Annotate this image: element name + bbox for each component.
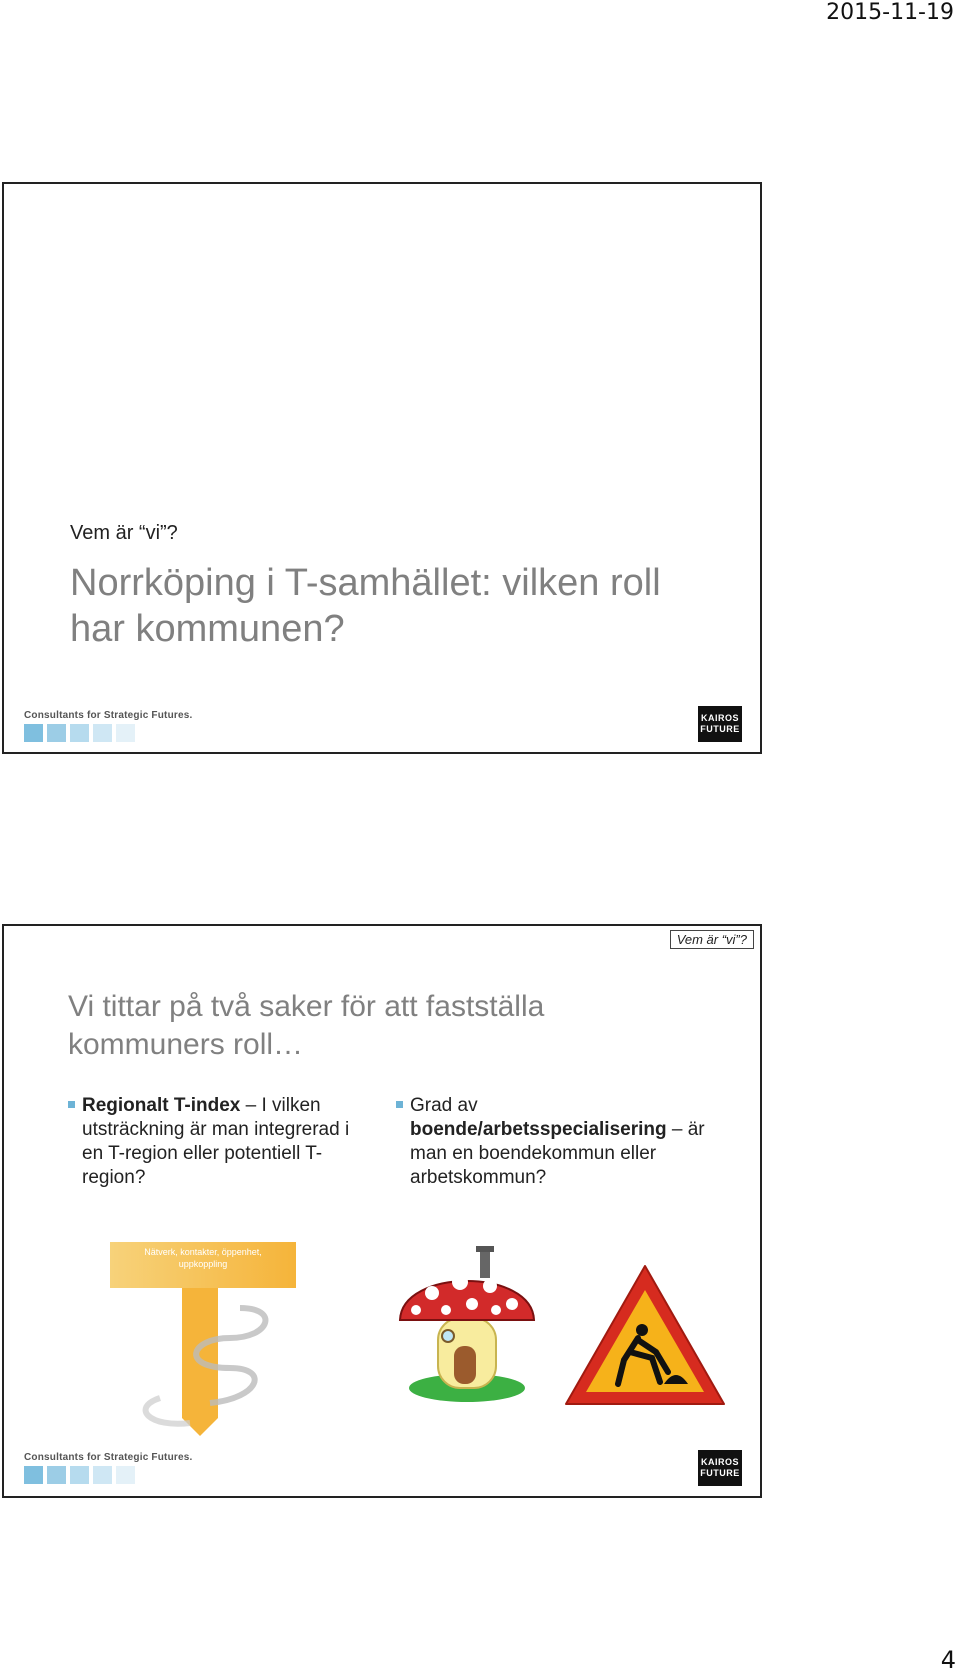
footer-square — [93, 724, 112, 742]
kairos-future-logo — [698, 706, 742, 742]
footer-tagline: Consultants for Strategic Futures. — [24, 710, 193, 721]
footer-square — [70, 724, 89, 742]
footer-square — [116, 1466, 135, 1484]
t-shape-illustration — [100, 1238, 300, 1438]
bullet-left-text: – I vilken utsträckning är man integrerad i en T-region eller potentiell T-region? — [82, 1095, 350, 1188]
footer-square — [70, 1466, 89, 1484]
footer-square — [116, 724, 135, 742]
footer-tagline: Consultants for Strategic Futures. — [24, 1452, 193, 1463]
bullet-right-lead: Grad av — [410, 1095, 478, 1116]
bullet-right-text: – är man en boendekommun eller arbetskommun? — [410, 1119, 705, 1188]
footer-square — [93, 1466, 112, 1484]
footer-square — [47, 1466, 66, 1484]
slide-1-subtitle: Vem är “vi”? — [70, 522, 178, 544]
footer-square — [24, 724, 43, 742]
bullet-icon — [396, 1101, 403, 1108]
footer-squares — [24, 724, 135, 742]
mushroom-house-icon — [392, 1238, 542, 1408]
road-work-sign-icon — [560, 1260, 730, 1410]
slide-2-title: Vi tittar på två saker för att fastställa kommuners roll… — [68, 990, 545, 1061]
bullet-left-bold: Regionalt T-index — [82, 1095, 241, 1116]
t-top-text: Nätverk, kontakter, öppenhet, uppkoppling — [144, 1247, 262, 1269]
footer-square — [24, 1466, 43, 1484]
logo-line-2: FUTURE — [700, 724, 740, 734]
bullet-specialisering — [396, 1094, 716, 1190]
logo-line-2: FUTURE — [700, 1468, 740, 1478]
page-number: 4 — [940, 1646, 956, 1674]
footer-square — [47, 724, 66, 742]
slide-2 — [2, 924, 762, 1498]
page-date: 2015-11-19 — [826, 0, 954, 25]
bullet-right-bold: boende/arbetsspecialisering — [410, 1119, 667, 1140]
slide-1-title: Norrköping i T-samhället: vilken roll har kommunen? — [70, 562, 661, 650]
bullet-regional-t-index — [68, 1094, 368, 1190]
slide-2-tag: Vem är “vi”? — [670, 930, 754, 949]
footer-squares — [24, 1466, 135, 1484]
slide-1 — [2, 182, 762, 754]
t-stem-text: Kunskap, förståelse, skicklighet, varumärke, synlighet — [110, 1346, 139, 1428]
logo-line-1: KAIROS — [700, 713, 739, 723]
bullet-icon — [68, 1101, 75, 1108]
kairos-future-logo — [698, 1450, 742, 1486]
logo-line-1: KAIROS — [700, 1457, 739, 1467]
